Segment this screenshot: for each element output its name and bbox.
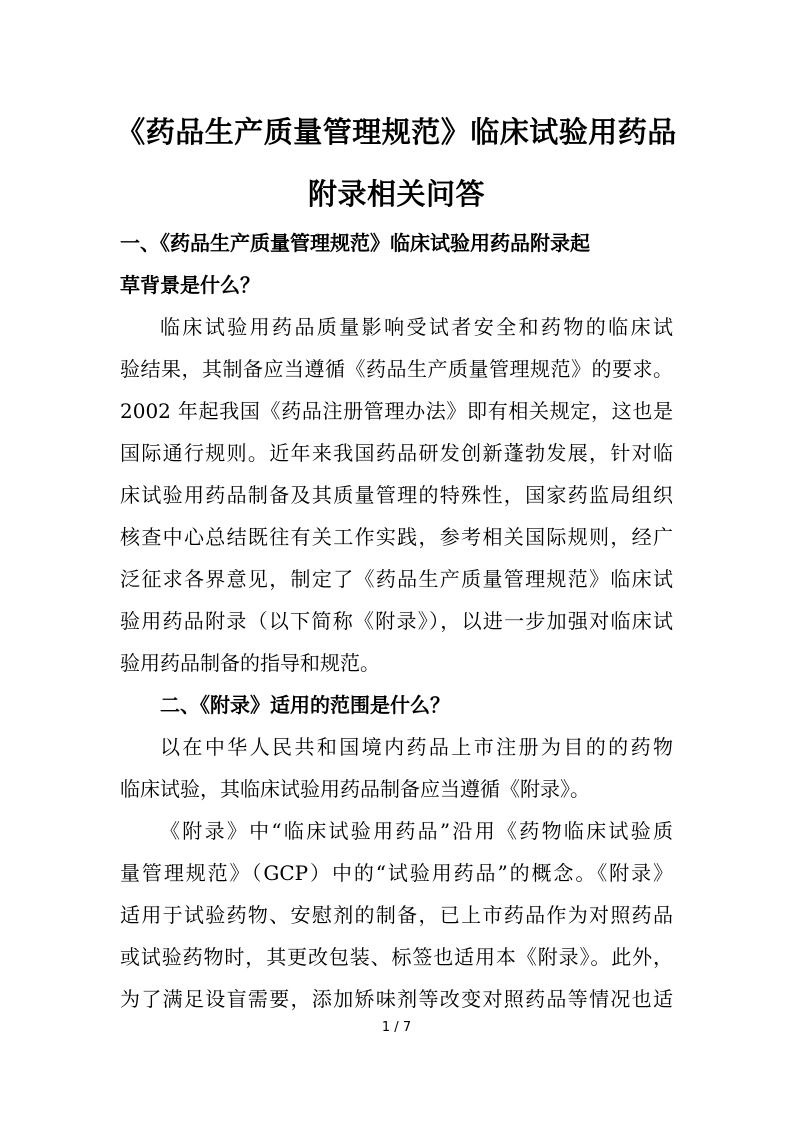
section-1-paragraph-line: 验结果，其制备应当遵循《药品生产质量管理规范》的要求。 — [120, 357, 673, 381]
section-1-paragraph-line: 泛征求各界意见，制定了《药品生产质量管理规范》临床试 — [120, 567, 673, 591]
section-1-heading-line-2: 草背景是什么？ — [120, 273, 260, 297]
section-2-paragraph-1-line: 临床试验，其临床试验用药品制备应当遵循《附录》。 — [120, 777, 590, 801]
section-2-paragraph-2-line: 适用于试验药物、安慰剂的制备，已上市药品作为对照药品 — [120, 903, 673, 927]
section-2-paragraph-2-line: 为了满足设盲需要，添加矫味剂等改变对照药品等情况也适 — [120, 987, 673, 1011]
section-2-paragraph-2-line: 或试验药物时，其更改包装、标签也适用本《附录》。此外， — [120, 945, 673, 969]
section-1-paragraph-line: 床试验用药品制备及其质量管理的特殊性，国家药监局组织 — [120, 483, 673, 507]
section-1-paragraph-line: 国际通行规则。近年来我国药品研发创新蓬勃发展，针对临 — [120, 441, 673, 465]
section-1-paragraph-line: 临床试验用药品质量影响受试者安全和药物的临床试 — [160, 315, 673, 339]
section-1-paragraph-line: 2002 年起我国《药品注册管理办法》即有相关规定，这也是 — [120, 399, 673, 423]
page-number: 1 / 7 — [381, 1020, 412, 1035]
document-title-line-1: 《药品生产质量管理规范》临床试验用药品 — [116, 115, 677, 149]
section-1-heading-line-1: 一、《药品生产质量管理规范》临床试验用药品附录起 — [120, 231, 590, 255]
section-2-paragraph-2-line: 量管理规范》（GCP）中的“试验用药品”的概念。《附录》 — [120, 861, 673, 885]
section-1-paragraph-line: 核查中心总结既往有关工作实践，参考相关国际规则，经广 — [120, 525, 673, 549]
section-1-paragraph-line: 验用药品附录（以下简称《附录》），以进一步加强对临床试 — [120, 609, 673, 633]
section-1-paragraph-line: 验用药品制备的指导和规范。 — [120, 651, 380, 675]
section-2-paragraph-2-line: 《附录》中“临床试验用药品”沿用《药物临床试验质 — [160, 819, 673, 843]
section-2-heading: 二、《附录》适用的范围是什么？ — [160, 693, 450, 717]
section-2-paragraph-1-line: 以在中华人民共和国境内药品上市注册为目的的药物 — [160, 735, 673, 759]
document-title-line-2: 附录相关问答 — [307, 177, 485, 211]
